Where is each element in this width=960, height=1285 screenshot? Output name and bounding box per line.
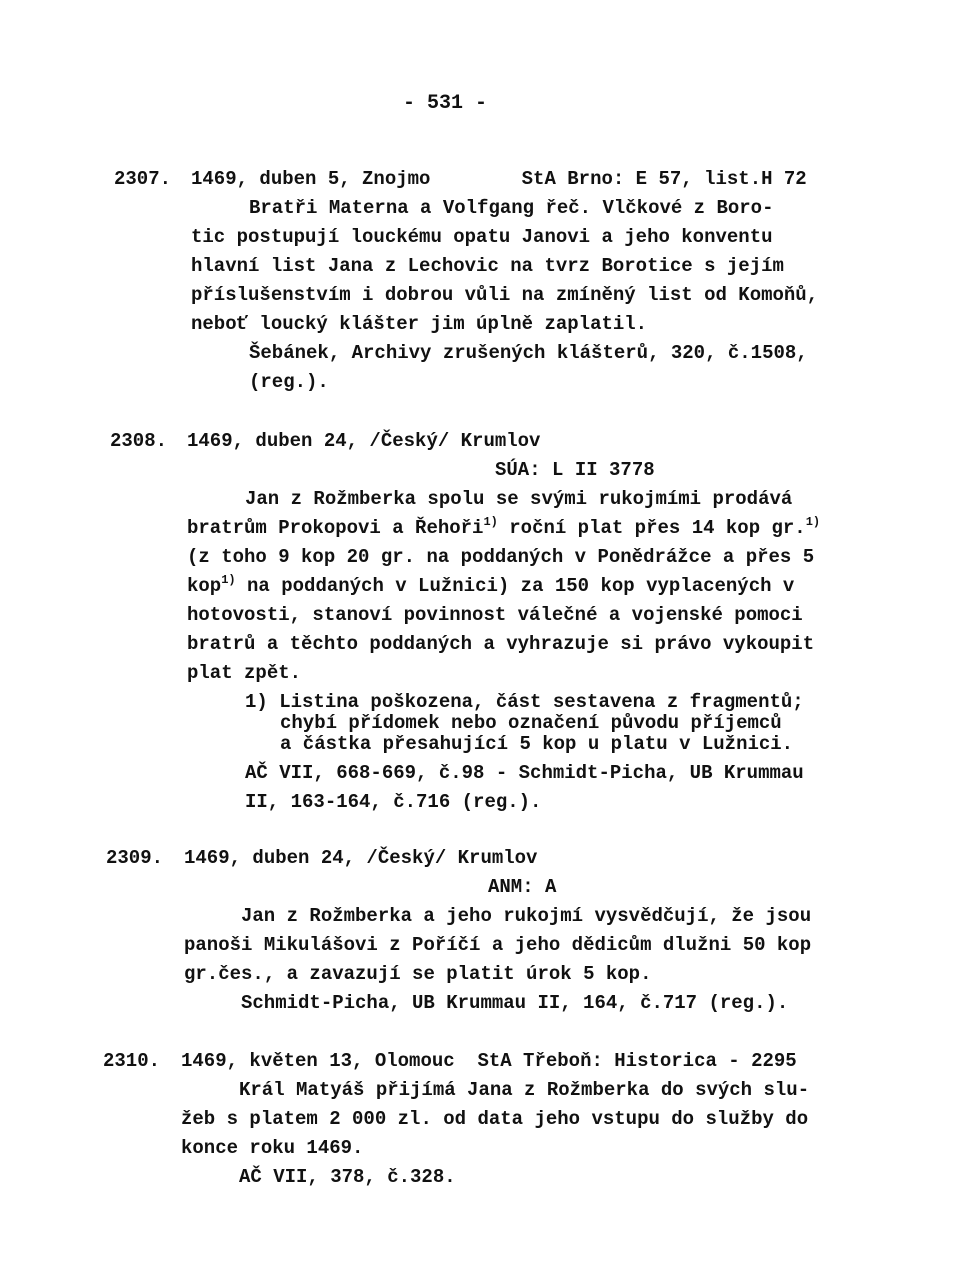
entry-header: 1469, duben 24, /Český/ Krumlov [184,847,538,869]
entry-header: 1469, duben 5, Znojmo StA Brno: E 57, list.H 72 [191,168,807,190]
entry-text-line: Jan z Rožmberka spolu se svými rukojmími prodává [245,488,793,510]
entry-text-line: (z toho 9 kop 20 gr. na poddaných v Ponědrážce a přes 5 [187,546,815,568]
entry-number: 2310. [103,1050,161,1072]
footnote-mark: 1) [805,515,821,529]
entry-reference: Schmidt-Picha, UB Krummau II, 164, č.717 (reg.). [241,992,789,1014]
text-segment: bratrům Prokopovi a Řehoři [187,517,484,539]
entry-text-line: příslušenstvím i dobrou vůli na zmíněný list od Komoňů, [191,284,819,306]
entry-reference: AČ VII, 378, č.328. [239,1166,456,1188]
footnote-mark: 1) [483,515,498,529]
entry-text-line: žeb s platem 2 000 zl. od data jeho vstupu do služby do [181,1108,809,1130]
entry-text-line: panoši Mikulášovi z Poříčí a jeho dědicům dlužni 50 kop [184,934,812,956]
entry-text-line: tic postupují louckému opatu Janovi a jeho konventu [191,226,773,248]
entry-reference: Šebánek, Archivy zrušených klášterů, 320, č.1508, [249,342,808,364]
entry-text-line: Král Matyáš přijímá Jana z Rožmberka do svých slu- [239,1079,810,1101]
entry-text-line: neboť loucký klášter jim úplně zaplatil. [191,313,648,335]
entry-reference: (reg.). [249,371,329,393]
entry-text-line [187,575,794,597]
entry-reference: AČ VII, 668-669, č.98 - Schmidt-Picha, UB Krummau [245,762,804,784]
text-segment: roční plat přes 14 kop gr. [497,517,806,539]
entry-header: 1469, duben 24, /Český/ Krumlov [187,430,541,452]
entry-number: 2308. [110,430,168,452]
entry-number: 2307. [114,168,172,190]
page-number: - 531 - [403,92,488,115]
entry-archive: SÚA: L II 3778 [495,459,655,481]
entry-text-line [187,517,820,539]
entry-header: 1469, květen 13, Olomouc StA Třeboň: Historica - 2295 [181,1050,797,1072]
text-segment: na poddaných v Lužnici) za 150 kop vyplacených v [235,575,795,597]
entry-text-line: konce roku 1469. [181,1137,364,1159]
entry-reference: II, 163-164, č.716 (reg.). [245,791,542,813]
footnote-line: a částka přesahující 5 kop u platu v Lužnici. [280,733,794,755]
footnote-mark: 1) [221,573,236,587]
entry-text-line: gr.čes., a zavazují se platit úrok 5 kop. [184,963,652,985]
entry-text-line: Jan z Rožmberka a jeho rukojmí vysvědčují, že jsou [241,905,812,927]
entry-text-line: bratrů a těchto poddaných a vyhrazuje si právo vykoupit [187,633,815,655]
footnote-line: chybí přídomek nebo označení původu příjemců [280,712,782,734]
entry-archive: ANM: A [488,876,557,898]
entry-text-line: plat zpět. [187,662,302,684]
footnote-line: 1) Listina poškozena, část sestavena z fragmentů; [245,691,804,713]
entry-number: 2309. [106,847,164,869]
entry-text-line: hotovosti, stanoví povinnost válečné a vojenské pomoci [187,604,803,626]
text-segment: kop [187,575,222,597]
entry-text-line: hlavní list Jana z Lechovic na tvrz Borotice s jejím [191,255,784,277]
entry-text-line: Bratři Materna a Volfgang řeč. Vlčkové z Boro- [249,197,774,219]
